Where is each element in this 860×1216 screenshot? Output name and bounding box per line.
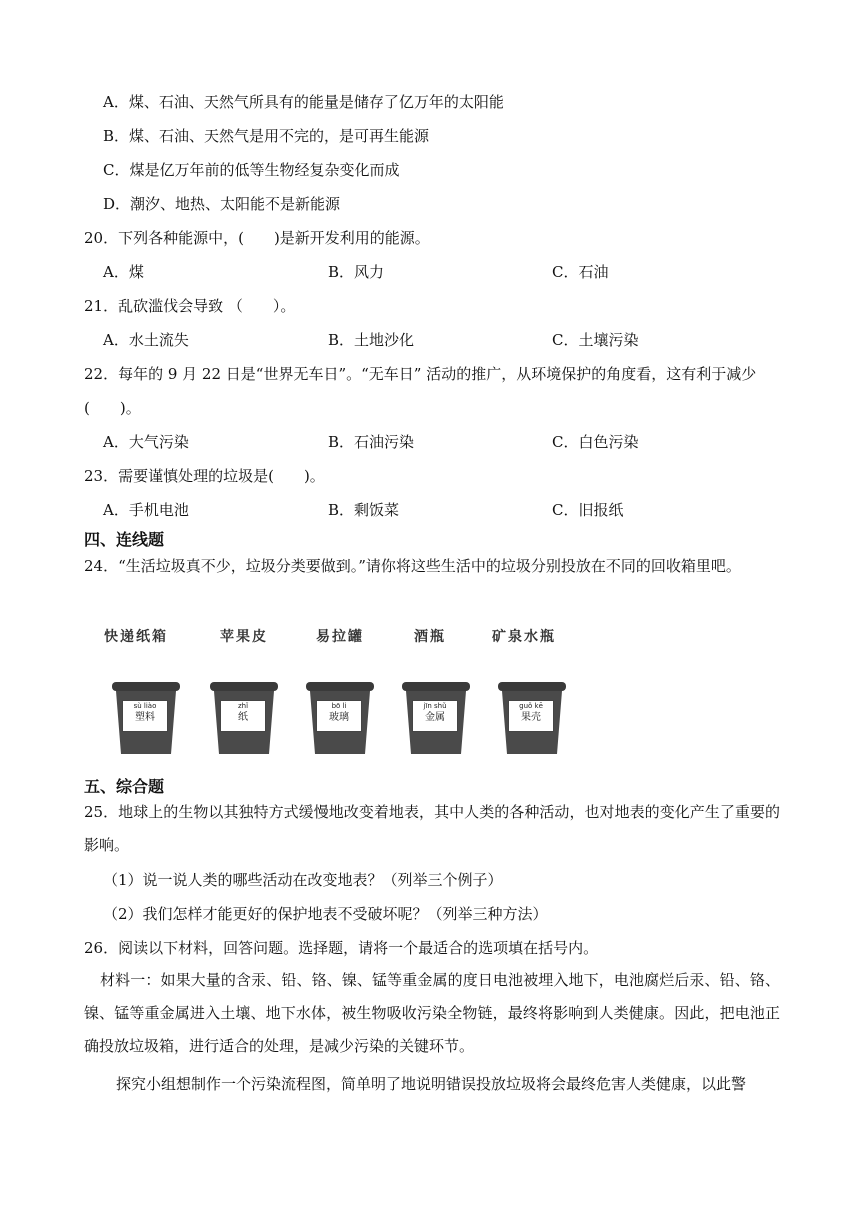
- bin-sign: [508, 700, 554, 732]
- q26-stem: 26．阅读以下材料，回答问题。选择题，请将一个最适合的选项填在括号内。: [84, 939, 599, 957]
- bin-label: 玻璃: [329, 712, 349, 723]
- q20-option-c: C．石油: [552, 263, 609, 281]
- bin-label: 金属: [425, 712, 445, 723]
- q19-option-b: B．煤、石油、天然气是用不完的，是可再生能源: [103, 127, 430, 145]
- q22-stem: 22．每年的 9 月 22 日是“世界无车日”。“无车日” 活动的推广，从环境保护的角度看，这有利于减少: [84, 365, 757, 383]
- q20-option-b: B．风力: [328, 263, 385, 281]
- item-label: 酒瓶: [414, 629, 446, 645]
- bin-sign: [220, 700, 266, 732]
- recycle-bin: [398, 680, 474, 756]
- q21-option-b: B．土地沙化: [328, 331, 415, 349]
- bin-pinyin: sù liào: [133, 702, 157, 710]
- bin-sign: [122, 700, 168, 732]
- q22-option-b: B．石油污染: [328, 433, 415, 451]
- q19-option-c: C．煤是亿万年前的低等生物经复杂变化而成: [103, 161, 400, 179]
- q19-option-d: D．潮汐、地热、太阳能不是新能源: [103, 195, 341, 213]
- q22-option-c: C．白色污染: [552, 433, 639, 451]
- recycle-bin: [206, 680, 282, 756]
- bin-sign: [412, 700, 458, 732]
- q21-option-a: A．水土流失: [103, 331, 189, 349]
- q21-stem: 21．乱砍滥伐会导致 （ ）。: [84, 297, 296, 315]
- item-label: 矿泉水瓶: [492, 629, 556, 645]
- item-label: 苹果皮: [220, 629, 268, 645]
- sorting-figure: [102, 614, 582, 764]
- bin-pinyin: jīn shǔ: [423, 702, 447, 710]
- q21-option-c: C．土壤污染: [552, 331, 639, 349]
- recycle-bin: [302, 680, 378, 756]
- item-label: 易拉罐: [316, 629, 364, 645]
- q19-option-a: A．煤、石油、天然气所具有的能量是储存了亿万年的太阳能: [103, 93, 504, 111]
- q20-option-a: A．煤: [103, 263, 144, 281]
- q25-stem: 25．地球上的生物以其独特方式缓慢地改变着地表，其中人类的各种活动，也对地表的变化产生了重要的影响。: [84, 803, 780, 854]
- bin-pinyin: bō li: [331, 702, 347, 710]
- q22-option-a: A．大气污染: [103, 433, 189, 451]
- q23-stem: 23．需要谨慎处理的垃圾是( )。: [84, 467, 325, 485]
- item-label: 快递纸箱: [104, 629, 168, 645]
- q26-material-1: 材料一：如果大量的含汞、铅、铬、镍、锰等重金属的度日电池被埋入地下，电池腐烂后汞、铅、铬、镍、锰等重金属进入土壤、地下水体，被生物吸收污染全物链，最终将影响到人类健康。因此，把电池正确投放垃圾箱，进行适合的处理，是减少污染的关键环节。: [84, 971, 780, 1055]
- bin-label: 纸: [238, 712, 248, 723]
- bin-label: 果壳: [521, 712, 541, 723]
- q25-sub2: （2）我们怎样才能更好的保护地表不受破坏呢？（列举三种方法）: [103, 905, 548, 923]
- q23-option-a: A．手机电池: [103, 501, 189, 519]
- q20-stem: 20．下列各种能源中，( )是新开发利用的能源。: [84, 229, 430, 247]
- bin-pinyin: zhǐ: [237, 702, 249, 710]
- bin-pinyin: guǒ kē: [519, 702, 543, 710]
- q26-paragraph-2: 探究小组想制作一个污染流程图，简单明了地说明错误投放垃圾将会最终危害人类健康，以此警: [116, 1075, 747, 1093]
- q24-stem: 24．“生活垃圾真不少，垃圾分类要做到。”请你将这些生活中的垃圾分别投放在不同的回收箱里吧。: [84, 557, 741, 575]
- q23-option-b: B．剩饭菜: [328, 501, 400, 519]
- bin-label: 塑料: [135, 712, 155, 723]
- q22-stem-continued: ( )。: [84, 399, 141, 417]
- bin-sign: [316, 700, 362, 732]
- section-heading-matching: 四、连线题: [84, 530, 165, 549]
- q25-sub1: （1）说一说人类的哪些活动在改变地表？（列举三个例子）: [103, 871, 503, 889]
- q23-option-c: C．旧报纸: [552, 501, 624, 519]
- recycle-bin: [108, 680, 184, 756]
- recycle-bin: [494, 680, 570, 756]
- section-heading-comprehensive: 五、综合题: [84, 777, 165, 796]
